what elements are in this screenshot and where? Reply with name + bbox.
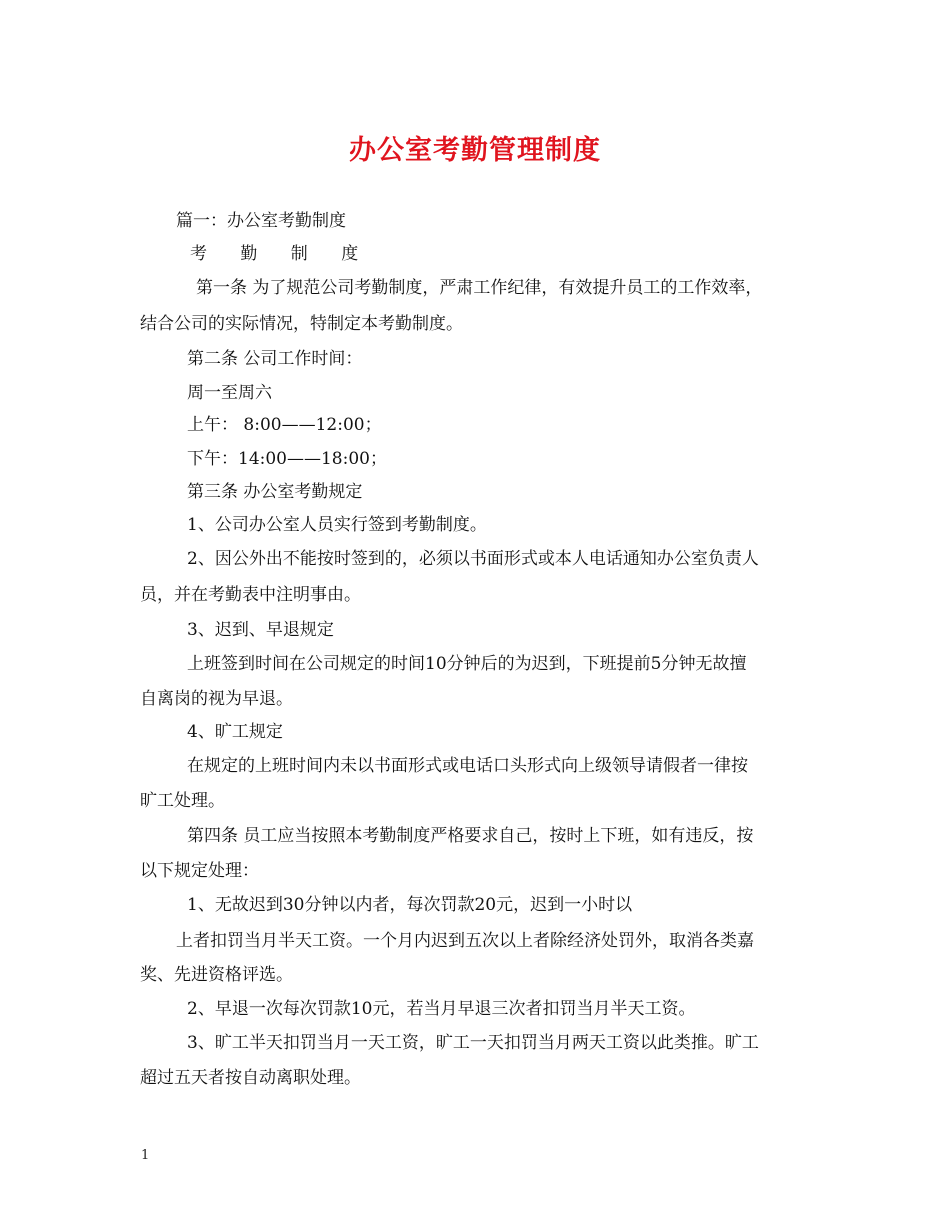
paragraph-line: 1、无故迟到30分钟以内者，每次罚款20元，迟到一小时以 [187, 895, 633, 915]
paragraph-line: 奖、先进资格评选。 [140, 965, 293, 985]
paragraph-line: 在规定的上班时间内未以书面形式或电话口头形式向上级领导请假者一律按 [187, 756, 748, 776]
paragraph-line: 上者扣罚当月半天工资。一个月内迟到五次以上者除经济处罚外，取消各类嘉 [176, 931, 754, 951]
paragraph-line: 3、旷工半天扣罚当月一天工资，旷工一天扣罚当月两天工资以此类推。旷工 [187, 1033, 759, 1053]
paragraph-line: 以下规定处理： [140, 861, 259, 881]
paragraph-line: 自离岗的视为早退。 [140, 689, 293, 709]
paragraph-line: 第一条 为了规范公司考勤制度，严肃工作纪律，有效提升员工的工作效率， [196, 278, 763, 298]
paragraph-line: 超过五天者按自动离职处理。 [140, 1068, 361, 1088]
paragraph-line: 第二条 公司工作时间： [187, 349, 363, 369]
paragraph-line: 2、早退一次每次罚款10元，若当月早退三次者扣罚当月半天工资。 [187, 999, 696, 1019]
page-number: 1 [141, 1148, 150, 1163]
paragraph-line: 员，并在考勤表中注明事由。 [140, 585, 361, 605]
subheading: 考 勤 制 度 [190, 244, 373, 264]
paragraph-line: 3、迟到、早退规定 [187, 620, 334, 640]
section-heading: 篇一：办公室考勤制度 [176, 211, 346, 231]
paragraph-line: 4、旷工规定 [187, 722, 283, 742]
paragraph-line: 第四条 员工应当按照本考勤制度严格要求自己，按时上下班，如有违反，按 [187, 826, 754, 846]
paragraph-line: 下午：14:00——18:00； [187, 449, 387, 469]
paragraph-line: 第三条 办公室考勤规定 [187, 482, 363, 502]
paragraph-line: 2、因公外出不能按时签到的，必须以书面形式或本人电话通知办公室负责人 [187, 549, 759, 569]
paragraph-line: 1、公司办公室人员实行签到考勤制度。 [187, 515, 487, 535]
paragraph-line: 上午： 8:00——12:00； [187, 415, 382, 435]
paragraph-line: 上班签到时间在公司规定的时间10分钟后的为迟到，下班提前5分钟无故擅 [187, 654, 747, 674]
paragraph-line: 结合公司的实际情况，特制定本考勤制度。 [140, 314, 463, 334]
paragraph-line: 周一至周六 [187, 383, 272, 403]
paragraph-line: 旷工处理。 [140, 791, 225, 811]
document-title: 办公室考勤管理制度 [349, 135, 601, 166]
